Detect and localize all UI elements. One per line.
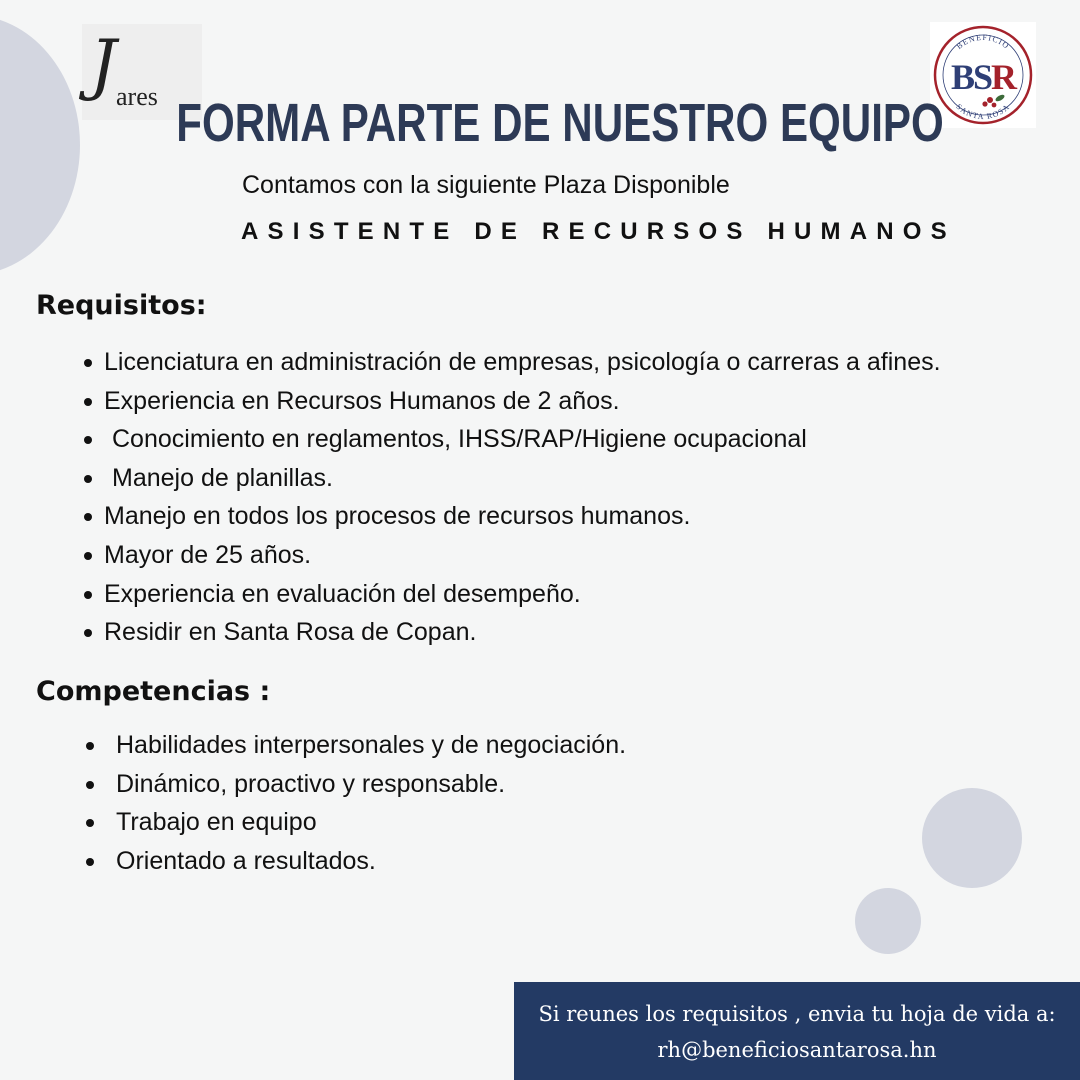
bullet-icon: [84, 359, 92, 367]
bullet-icon: [86, 742, 94, 750]
requisitos-heading: Requisitos:: [36, 290, 207, 321]
footer-email[interactable]: rh@beneficiosantarosa.hn: [657, 1038, 937, 1062]
list-item-text: Manejo en todos los procesos de recursos humanos.: [104, 502, 691, 531]
footer-instruction: Si reunes los requisitos , envia tu hoja de vida a:: [538, 1002, 1056, 1026]
svg-text:BENEFICIO: [955, 33, 1012, 51]
bullet-icon: [84, 398, 92, 406]
list-item-text: Trabajo en equipo: [116, 808, 317, 837]
list-item-text: Mayor de 25 años.: [104, 540, 312, 569]
list-item-text: Experiencia en evaluación del desempeño.: [104, 579, 581, 608]
position-title: ASISTENTE DE RECURSOS HUMANOS: [241, 218, 956, 245]
bullet-icon: [86, 858, 94, 866]
list-item-text: Manejo de planillas.: [112, 463, 333, 492]
decorative-circle-left: [0, 15, 80, 275]
list-item-text: Experiencia en Recursos Humanos de 2 años.: [104, 386, 620, 415]
bsr-ring-bottom-text: SANTA ROSA: [954, 102, 1012, 122]
contact-footer: [514, 982, 1080, 1080]
jares-logo-word: ares: [116, 82, 158, 111]
competencias-heading: Competencias :: [36, 676, 271, 707]
bsr-ring-top-text: BENEFICIO: [954, 32, 1012, 51]
bullet-icon: [84, 475, 92, 483]
bullet-icon: [84, 436, 92, 444]
list-item-text: Dinámico, proactivo y responsable.: [116, 769, 506, 798]
decorative-circle-right-small: [855, 888, 921, 954]
jares-logo-initial: J: [90, 26, 117, 103]
list-item-text: Residir en Santa Rosa de Copan.: [104, 618, 477, 647]
bullet-icon: [84, 552, 92, 560]
decorative-circle-right-large: [922, 788, 1022, 888]
bullet-icon: [86, 819, 94, 827]
bullet-icon: [84, 513, 92, 521]
list-item-text: Conocimiento en reglamentos, IHSS/RAP/Higiene ocupacional: [112, 425, 807, 454]
bullet-icon: [84, 629, 92, 637]
bsr-monogram-bs: BS: [950, 57, 992, 97]
list-item-text: Habilidades interpersonales y de negociación.: [116, 731, 627, 759]
subtitle: Contamos con la siguiente Plaza Disponible: [242, 171, 730, 199]
list-item-text: Orientado a resultados.: [116, 846, 376, 875]
list-item-text: Licenciatura en administración de empresas, psicología o carreras a afines.: [104, 348, 941, 376]
bullet-icon: [84, 591, 92, 599]
bsr-monogram-r: R: [991, 57, 1016, 97]
bullet-icon: [86, 781, 94, 789]
page-title: FORMA PARTE DE NUESTRO EQUIPO: [176, 93, 944, 153]
